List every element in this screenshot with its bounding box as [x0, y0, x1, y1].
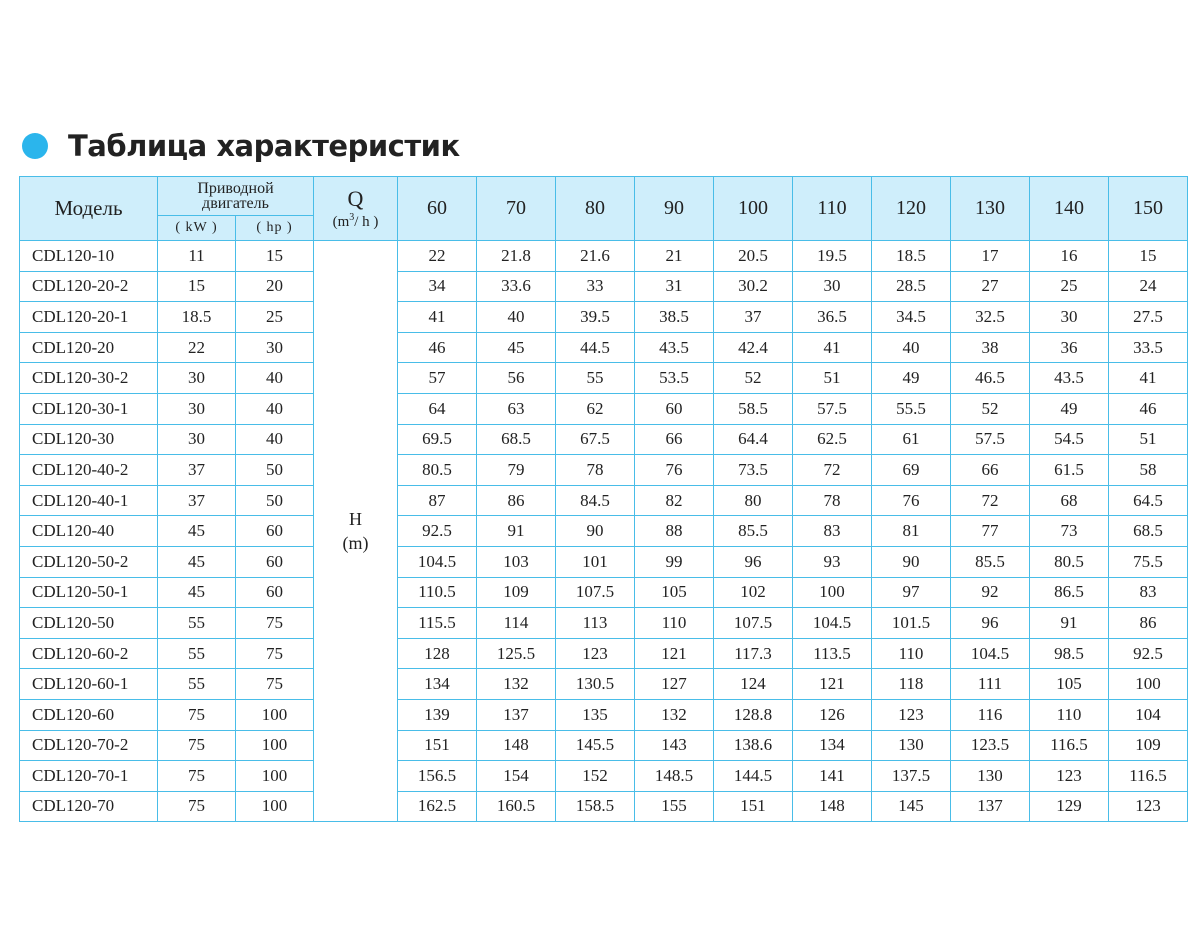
kw-cell: 45: [158, 577, 236, 608]
head-value-cell: 129: [1030, 791, 1109, 822]
head-value-cell: 20.5: [714, 241, 793, 272]
head-value-cell: 33: [556, 271, 635, 302]
table-row: [20, 730, 1188, 761]
hp-cell: 50: [236, 455, 314, 486]
head-value-cell: 75.5: [1109, 546, 1188, 577]
head-label: H: [349, 509, 362, 530]
head-value-cell: 113.5: [793, 638, 872, 669]
table-row: [20, 791, 1188, 822]
head-value-cell: 130: [951, 761, 1030, 792]
head-value-cell: 151: [398, 730, 477, 761]
hp-cell: 30: [236, 332, 314, 363]
head-value-cell: 33.6: [477, 271, 556, 302]
header-drive: [158, 177, 314, 216]
head-value-cell: 54.5: [1030, 424, 1109, 455]
hp-cell: 40: [236, 424, 314, 455]
head-value-cell: 40: [477, 302, 556, 333]
head-value-cell: 44.5: [556, 332, 635, 363]
head-value-cell: 38: [951, 332, 1030, 363]
head-value-cell: 58: [1109, 455, 1188, 486]
head-value-cell: 128: [398, 638, 477, 669]
head-value-cell: 17: [951, 241, 1030, 272]
table-row: [20, 761, 1188, 792]
head-value-cell: 113: [556, 608, 635, 639]
hp-cell: 75: [236, 608, 314, 639]
header-flow: 140: [1030, 177, 1109, 241]
head-value-cell: 139: [398, 699, 477, 730]
head-value-cell: 110: [872, 638, 951, 669]
head-value-cell: 45: [477, 332, 556, 363]
header-drive-line1: Приводной: [197, 180, 274, 197]
head-value-cell: 125.5: [477, 638, 556, 669]
kw-cell: 75: [158, 761, 236, 792]
head-value-cell: 80: [714, 485, 793, 516]
kw-cell: 37: [158, 485, 236, 516]
head-value-cell: 77: [951, 516, 1030, 547]
head-value-cell: 101: [556, 546, 635, 577]
head-value-cell: 37: [714, 302, 793, 333]
head-value-cell: 123.5: [951, 730, 1030, 761]
head-value-cell: 83: [793, 516, 872, 547]
head-value-cell: 21: [635, 241, 714, 272]
hp-cell: 100: [236, 699, 314, 730]
kw-cell: 75: [158, 791, 236, 822]
head-value-cell: 73: [1030, 516, 1109, 547]
hp-cell: 100: [236, 791, 314, 822]
hp-cell: 100: [236, 730, 314, 761]
head-value-cell: 132: [635, 699, 714, 730]
model-cell: CDL120-70-2: [20, 730, 158, 761]
head-value-cell: 110: [1030, 699, 1109, 730]
header-flow: 60: [398, 177, 477, 241]
head-value-cell: 56: [477, 363, 556, 394]
head-value-cell: 116: [951, 699, 1030, 730]
head-value-cell: 46: [398, 332, 477, 363]
head-value-cell: 124: [714, 669, 793, 700]
head-value-cell: 121: [635, 638, 714, 669]
hp-cell: 60: [236, 577, 314, 608]
head-value-cell: 58.5: [714, 393, 793, 424]
head-value-cell: 132: [477, 669, 556, 700]
table-row: [20, 332, 1188, 363]
head-value-cell: 158.5: [556, 791, 635, 822]
head-value-cell: 55.5: [872, 393, 951, 424]
head-value-cell: 76: [872, 485, 951, 516]
header-flow: 150: [1109, 177, 1188, 241]
head-value-cell: 64: [398, 393, 477, 424]
head-value-cell: 64.4: [714, 424, 793, 455]
page-title: Таблица характеристик: [68, 129, 460, 163]
head-value-cell: 96: [714, 546, 793, 577]
head-value-cell: 57.5: [793, 393, 872, 424]
hp-cell: 40: [236, 363, 314, 394]
head-value-cell: 99: [635, 546, 714, 577]
kw-cell: 55: [158, 608, 236, 639]
head-value-cell: 152: [556, 761, 635, 792]
head-value-cell: 67.5: [556, 424, 635, 455]
table-row: [20, 424, 1188, 455]
table-row: [20, 516, 1188, 547]
head-value-cell: 90: [556, 516, 635, 547]
model-cell: CDL120-70-1: [20, 761, 158, 792]
head-value-cell: 40: [872, 332, 951, 363]
head-value-cell: 64.5: [1109, 485, 1188, 516]
head-value-cell: 111: [951, 669, 1030, 700]
head-value-cell: 68.5: [477, 424, 556, 455]
hp-cell: 25: [236, 302, 314, 333]
head-value-cell: 117.3: [714, 638, 793, 669]
head-value-cell: 49: [1030, 393, 1109, 424]
head-value-cell: 104.5: [398, 546, 477, 577]
head-value-cell: 19.5: [793, 241, 872, 272]
head-value-cell: 30: [793, 271, 872, 302]
table-row: [20, 241, 1188, 272]
head-value-cell: 137: [477, 699, 556, 730]
head-value-cell: 92.5: [1109, 638, 1188, 669]
head-value-cell: 105: [635, 577, 714, 608]
head-value-cell: 109: [477, 577, 556, 608]
head-value-cell: 93: [793, 546, 872, 577]
head-value-cell: 145: [872, 791, 951, 822]
hp-cell: 50: [236, 485, 314, 516]
head-value-cell: 22: [398, 241, 477, 272]
head-value-cell: 148.5: [635, 761, 714, 792]
head-value-cell: 68.5: [1109, 516, 1188, 547]
head-value-cell: 126: [793, 699, 872, 730]
header-flow: 70: [477, 177, 556, 241]
table-header: [20, 177, 1188, 241]
section-heading: [22, 126, 460, 166]
table-row: [20, 455, 1188, 486]
head-value-cell: 86: [477, 485, 556, 516]
head-value-cell: 104.5: [793, 608, 872, 639]
head-value-cell: 52: [714, 363, 793, 394]
model-cell: CDL120-40: [20, 516, 158, 547]
head-value-cell: 83: [1109, 577, 1188, 608]
head-value-cell: 21.8: [477, 241, 556, 272]
head-value-cell: 82: [635, 485, 714, 516]
head-value-cell: 135: [556, 699, 635, 730]
head-value-cell: 100: [1109, 669, 1188, 700]
model-cell: CDL120-40-1: [20, 485, 158, 516]
hp-cell: 20: [236, 271, 314, 302]
head-value-cell: 52: [951, 393, 1030, 424]
head-value-cell: 98.5: [1030, 638, 1109, 669]
head-value-cell: 34.5: [872, 302, 951, 333]
head-value-cell: 118: [872, 669, 951, 700]
head-value-cell: 33.5: [1109, 332, 1188, 363]
head-value-cell: 116.5: [1109, 761, 1188, 792]
head-value-cell: 123: [1030, 761, 1109, 792]
head-value-cell: 69.5: [398, 424, 477, 455]
head-value-cell: 61.5: [1030, 455, 1109, 486]
head-value-cell: 57: [398, 363, 477, 394]
head-value-cell: 31: [635, 271, 714, 302]
hp-cell: 75: [236, 669, 314, 700]
head-value-cell: 101.5: [872, 608, 951, 639]
head-value-cell: 86: [1109, 608, 1188, 639]
header-flow: 100: [714, 177, 793, 241]
table-row: [20, 638, 1188, 669]
head-value-cell: 43.5: [1030, 363, 1109, 394]
head-value-cell: 41: [1109, 363, 1188, 394]
head-value-cell: 123: [1109, 791, 1188, 822]
header-hp: ( hp ): [236, 216, 314, 241]
header-flow: 90: [635, 177, 714, 241]
head-value-cell: 143: [635, 730, 714, 761]
head-value-cell: 92: [951, 577, 1030, 608]
kw-cell: 18.5: [158, 302, 236, 333]
kw-cell: 75: [158, 699, 236, 730]
head-value-cell: 160.5: [477, 791, 556, 822]
model-cell: CDL120-30: [20, 424, 158, 455]
head-value-cell: 80.5: [398, 455, 477, 486]
header-q-label: Q: [347, 186, 364, 211]
spec-table: [19, 176, 1188, 822]
hp-cell: 15: [236, 241, 314, 272]
head-value-cell: 72: [793, 455, 872, 486]
head-value-cell: 130.5: [556, 669, 635, 700]
model-cell: CDL120-20: [20, 332, 158, 363]
head-value-cell: 63: [477, 393, 556, 424]
kw-cell: 11: [158, 241, 236, 272]
head-value-cell: 123: [556, 638, 635, 669]
table-row: [20, 393, 1188, 424]
head-value-cell: 91: [1030, 608, 1109, 639]
model-cell: CDL120-50-2: [20, 546, 158, 577]
head-value-cell: 51: [793, 363, 872, 394]
head-value-cell: 105: [1030, 669, 1109, 700]
kw-cell: 45: [158, 516, 236, 547]
head-value-cell: 115.5: [398, 608, 477, 639]
kw-cell: 37: [158, 455, 236, 486]
head-value-cell: 100: [793, 577, 872, 608]
head-value-cell: 134: [398, 669, 477, 700]
kw-cell: 15: [158, 271, 236, 302]
head-value-cell: 16: [1030, 241, 1109, 272]
table-row: [20, 363, 1188, 394]
head-value-cell: 46: [1109, 393, 1188, 424]
head-value-cell: 90: [872, 546, 951, 577]
head-value-cell: 55: [556, 363, 635, 394]
head-value-cell: 27: [951, 271, 1030, 302]
head-value-cell: 127: [635, 669, 714, 700]
head-value-cell: 109: [1109, 730, 1188, 761]
head-value-cell: 141: [793, 761, 872, 792]
kw-cell: 55: [158, 669, 236, 700]
header-model: Модель: [20, 177, 158, 241]
kw-cell: 30: [158, 393, 236, 424]
header-flow: 110: [793, 177, 872, 241]
head-value-cell: 103: [477, 546, 556, 577]
model-cell: CDL120-50-1: [20, 577, 158, 608]
hp-cell: 60: [236, 546, 314, 577]
head-value-cell: 130: [872, 730, 951, 761]
head-value-cell: 27.5: [1109, 302, 1188, 333]
head-value-cell: 155: [635, 791, 714, 822]
model-cell: CDL120-30-2: [20, 363, 158, 394]
table-row: [20, 669, 1188, 700]
model-cell: CDL120-60-1: [20, 669, 158, 700]
header-q-unit: ($m^3/$ h ): [332, 212, 379, 230]
hp-cell: 60: [236, 516, 314, 547]
head-value-cell: 66: [951, 455, 1030, 486]
head-value-cell: 34: [398, 271, 477, 302]
head-value-cell: 86.5: [1030, 577, 1109, 608]
head-value-cell: 81: [872, 516, 951, 547]
hp-cell: 40: [236, 393, 314, 424]
kw-cell: 30: [158, 363, 236, 394]
head-value-cell: 49: [872, 363, 951, 394]
kw-cell: 22: [158, 332, 236, 363]
head-value-cell: 87: [398, 485, 477, 516]
head-label-cell: [314, 241, 398, 822]
head-value-cell: 107.5: [714, 608, 793, 639]
head-value-cell: 62: [556, 393, 635, 424]
table-row: [20, 485, 1188, 516]
head-value-cell: 30: [1030, 302, 1109, 333]
hp-cell: 75: [236, 638, 314, 669]
model-cell: CDL120-20-1: [20, 302, 158, 333]
head-value-cell: 104: [1109, 699, 1188, 730]
head-value-cell: 85.5: [714, 516, 793, 547]
head-value-cell: 154: [477, 761, 556, 792]
head-value-cell: 134: [793, 730, 872, 761]
head-value-cell: 41: [793, 332, 872, 363]
model-cell: CDL120-60-2: [20, 638, 158, 669]
head-value-cell: 60: [635, 393, 714, 424]
model-cell: CDL120-10: [20, 241, 158, 272]
table-row: [20, 302, 1188, 333]
head-value-cell: 91: [477, 516, 556, 547]
table-row: [20, 608, 1188, 639]
model-cell: CDL120-70: [20, 791, 158, 822]
kw-cell: 55: [158, 638, 236, 669]
head-value-cell: 76: [635, 455, 714, 486]
header-flow: 120: [872, 177, 951, 241]
head-value-cell: 66: [635, 424, 714, 455]
head-value-cell: 137: [951, 791, 1030, 822]
head-value-cell: 110.5: [398, 577, 477, 608]
kw-cell: 30: [158, 424, 236, 455]
head-value-cell: 110: [635, 608, 714, 639]
head-value-cell: 85.5: [951, 546, 1030, 577]
table-row: [20, 271, 1188, 302]
head-value-cell: 43.5: [635, 332, 714, 363]
head-value-cell: 24: [1109, 271, 1188, 302]
head-value-cell: 79: [477, 455, 556, 486]
head-value-cell: 62.5: [793, 424, 872, 455]
head-value-cell: 53.5: [635, 363, 714, 394]
head-value-cell: 144.5: [714, 761, 793, 792]
model-cell: CDL120-60: [20, 699, 158, 730]
head-value-cell: 78: [556, 455, 635, 486]
head-value-cell: 137.5: [872, 761, 951, 792]
model-cell: CDL120-20-2: [20, 271, 158, 302]
head-value-cell: 15: [1109, 241, 1188, 272]
head-value-cell: 162.5: [398, 791, 477, 822]
header-kw: ( kW ): [158, 216, 236, 241]
kw-cell: 75: [158, 730, 236, 761]
header-flow: 80: [556, 177, 635, 241]
head-value-cell: 104.5: [951, 638, 1030, 669]
head-value-cell: 72: [951, 485, 1030, 516]
head-value-cell: 39.5: [556, 302, 635, 333]
head-value-cell: 57.5: [951, 424, 1030, 455]
model-cell: CDL120-50: [20, 608, 158, 639]
head-value-cell: 88: [635, 516, 714, 547]
model-cell: CDL120-40-2: [20, 455, 158, 486]
head-value-cell: 51: [1109, 424, 1188, 455]
head-value-cell: 151: [714, 791, 793, 822]
head-value-cell: 18.5: [872, 241, 951, 272]
head-value-cell: 156.5: [398, 761, 477, 792]
head-unit: (m): [342, 533, 369, 554]
header-q: [314, 177, 398, 241]
head-value-cell: 107.5: [556, 577, 635, 608]
head-value-cell: 97: [872, 577, 951, 608]
table-row: [20, 577, 1188, 608]
head-value-cell: 41: [398, 302, 477, 333]
hp-cell: 100: [236, 761, 314, 792]
header-drive-line2: двигатель: [202, 195, 269, 212]
head-value-cell: 25: [1030, 271, 1109, 302]
head-value-cell: 128.8: [714, 699, 793, 730]
table-row: [20, 546, 1188, 577]
header-flow: 130: [951, 177, 1030, 241]
head-value-cell: 121: [793, 669, 872, 700]
head-value-cell: 92.5: [398, 516, 477, 547]
head-value-cell: 96: [951, 608, 1030, 639]
head-value-cell: 32.5: [951, 302, 1030, 333]
head-value-cell: 38.5: [635, 302, 714, 333]
table-body: [20, 241, 1188, 822]
head-value-cell: 73.5: [714, 455, 793, 486]
head-value-cell: 145.5: [556, 730, 635, 761]
head-value-cell: 80.5: [1030, 546, 1109, 577]
head-value-cell: 123: [872, 699, 951, 730]
kw-cell: 45: [158, 546, 236, 577]
head-value-cell: 69: [872, 455, 951, 486]
head-value-cell: 46.5: [951, 363, 1030, 394]
head-value-cell: 68: [1030, 485, 1109, 516]
head-value-cell: 78: [793, 485, 872, 516]
bullet-dot-icon: [22, 133, 48, 159]
head-value-cell: 116.5: [1030, 730, 1109, 761]
head-value-cell: 30.2: [714, 271, 793, 302]
head-value-cell: 42.4: [714, 332, 793, 363]
table-row: [20, 699, 1188, 730]
head-value-cell: 28.5: [872, 271, 951, 302]
model-cell: CDL120-30-1: [20, 393, 158, 424]
head-value-cell: 84.5: [556, 485, 635, 516]
head-value-cell: 138.6: [714, 730, 793, 761]
head-value-cell: 36: [1030, 332, 1109, 363]
head-value-cell: 36.5: [793, 302, 872, 333]
head-value-cell: 102: [714, 577, 793, 608]
head-value-cell: 148: [477, 730, 556, 761]
head-value-cell: 61: [872, 424, 951, 455]
head-value-cell: 114: [477, 608, 556, 639]
head-value-cell: 21.6: [556, 241, 635, 272]
head-value-cell: 148: [793, 791, 872, 822]
